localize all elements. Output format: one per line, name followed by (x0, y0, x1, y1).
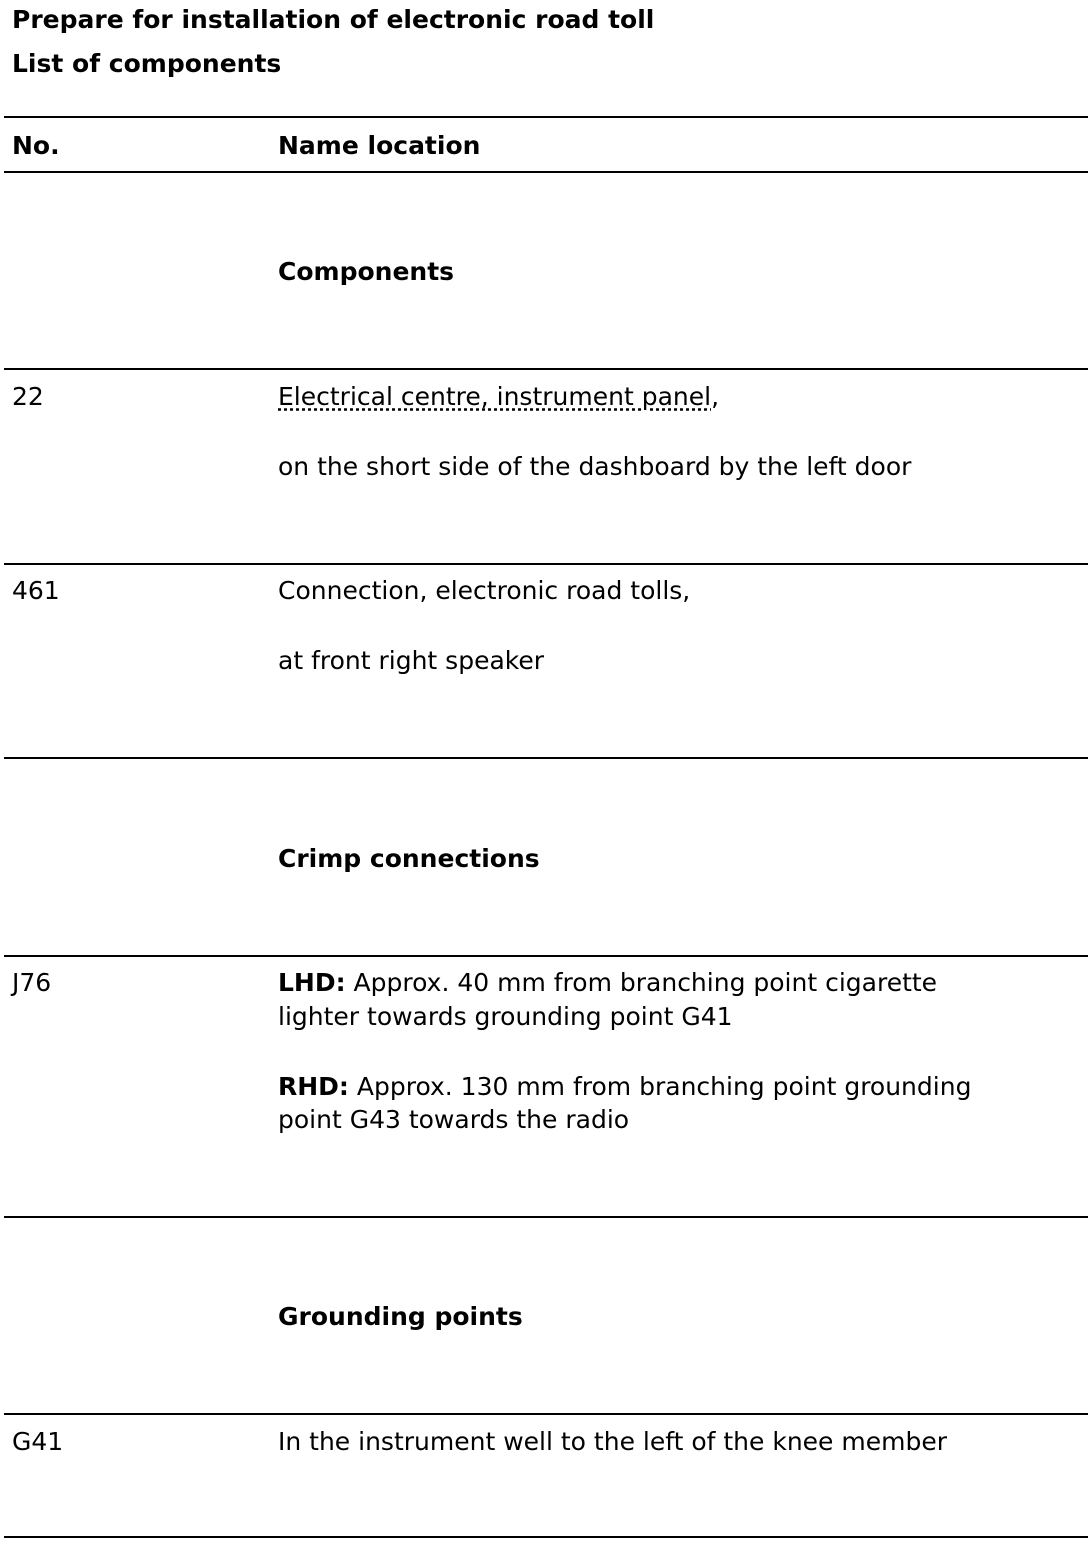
row-22-name: Electrical centre, instrument panel, (278, 382, 720, 411)
row-j76-rhd-line1: RHD: Approx. 130 mm from branching point grounding (278, 1072, 972, 1101)
rule-grounding (4, 1413, 1088, 1415)
row-j76-rhd-line2: point G43 towards the radio (278, 1105, 630, 1134)
row-22-location: on the short side of the dashboard by the left door (278, 452, 912, 481)
column-header-name-location: Name location (278, 131, 481, 160)
section-heading-components: Components (278, 257, 455, 286)
column-header-no: No. (12, 131, 60, 160)
row-22-number: 22 (12, 382, 44, 411)
electrical-centre-link[interactable]: Electrical centre, instrument panel (278, 382, 712, 411)
rule-crimp (4, 955, 1088, 957)
rule-components (4, 368, 1088, 370)
row-g41-location: In the instrument well to the left of the knee member (278, 1427, 947, 1456)
section-heading-grounding-points: Grounding points (278, 1302, 523, 1331)
rule-row-22 (4, 563, 1088, 565)
section-heading-crimp-connections: Crimp connections (278, 844, 540, 873)
row-j76-lhd-line1: LHD: Approx. 40 mm from branching point cigarette (278, 968, 938, 997)
rule-row-461 (4, 757, 1088, 759)
rule-bottom (4, 1536, 1088, 1538)
rule-row-j76 (4, 1216, 1088, 1218)
lhd-label: LHD: (278, 968, 346, 997)
rule-header-bottom (4, 171, 1088, 173)
document-title: Prepare for installation of electronic road toll (12, 5, 655, 34)
rhd-label: RHD: (278, 1072, 349, 1101)
row-461-number: 461 (12, 576, 60, 605)
document-subtitle: List of components (12, 49, 282, 78)
row-461-name: Connection, electronic road tolls, (278, 576, 691, 605)
rule-top (4, 116, 1088, 118)
row-j76-lhd-line2: lighter towards grounding point G41 (278, 1002, 733, 1031)
row-461-location: at front right speaker (278, 646, 545, 675)
row-g41-number: G41 (12, 1427, 64, 1456)
row-j76-number: J76 (12, 968, 52, 997)
